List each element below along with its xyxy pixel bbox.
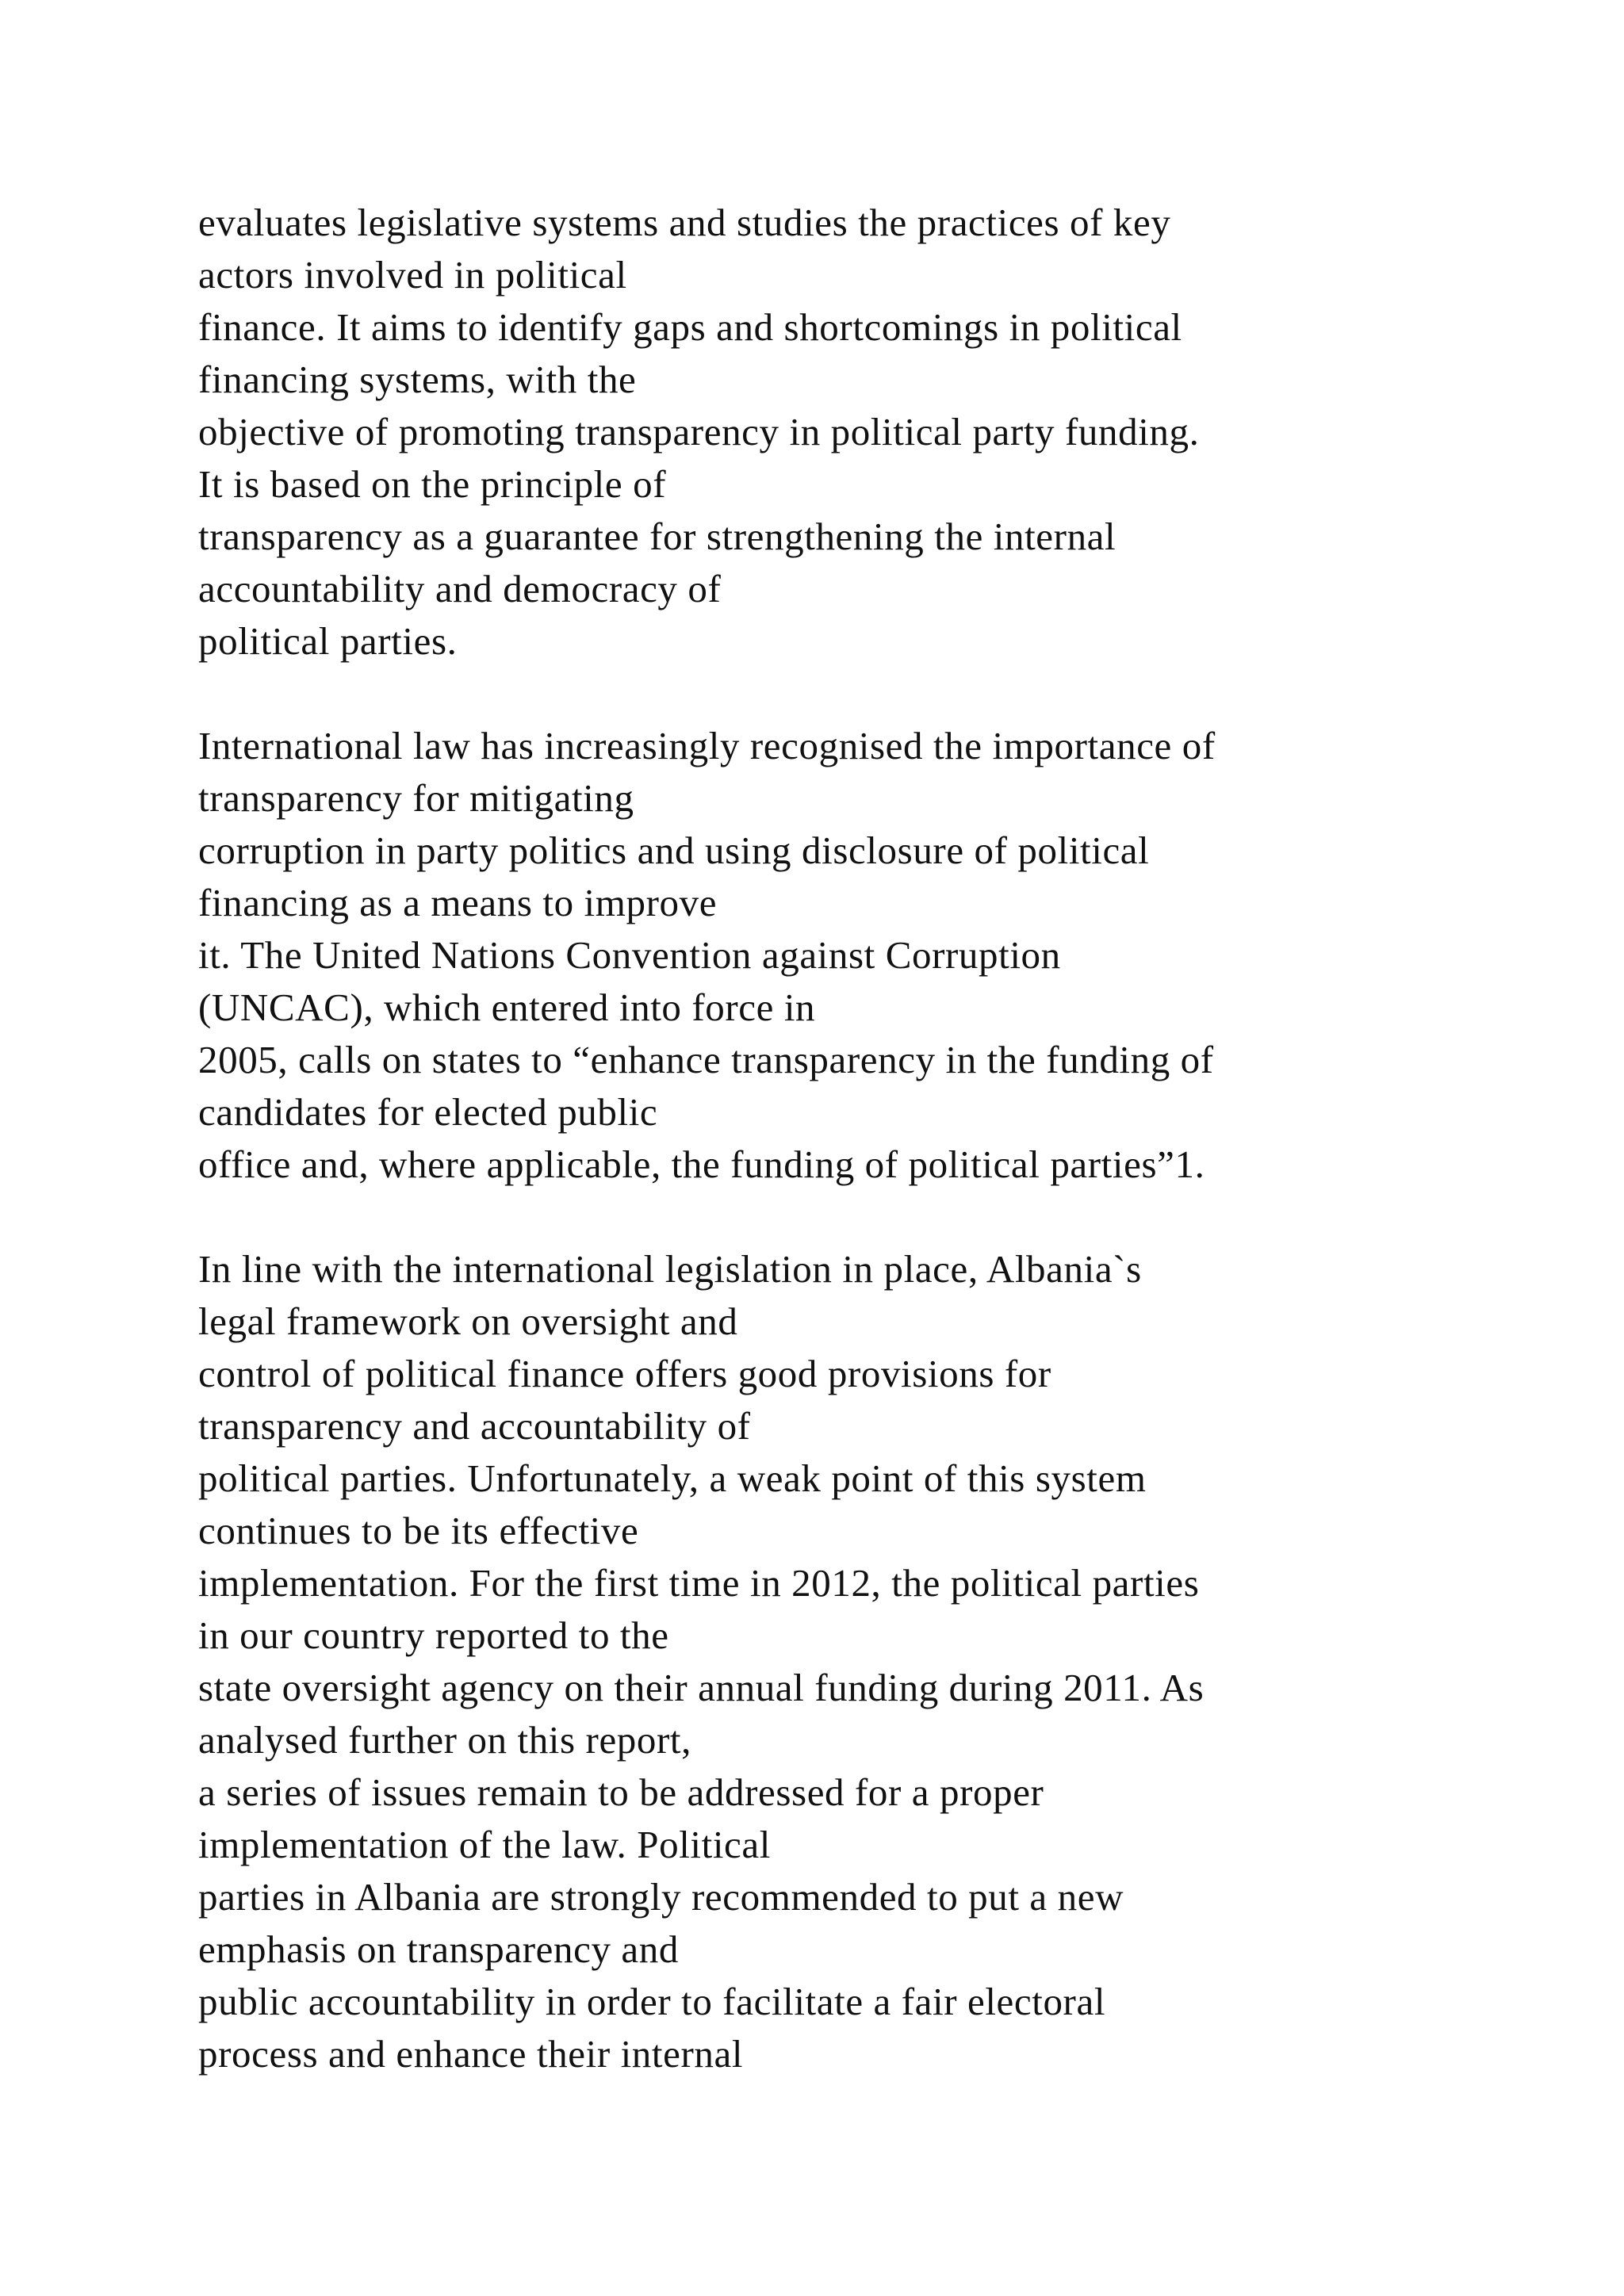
text-line: public accountability in order to facilitate a fair electoral (198, 1980, 1106, 2023)
text-line: it. The United Nations Convention against Corruption (198, 933, 1061, 977)
text-line: candidates for elected public (198, 1090, 658, 1134)
text-line: office and, where applicable, the funding of political parties”1. (198, 1142, 1205, 1186)
text-line: transparency and accountability of (198, 1404, 751, 1448)
paragraph-gap (198, 668, 1610, 720)
text-line: continues to be its effective (198, 1509, 639, 1552)
text-line: emphasis on transparency and (198, 1927, 679, 1971)
text-line: finance. It aims to identify gaps and shortcomings in political (198, 305, 1182, 349)
text-line: financing systems, with the (198, 358, 637, 401)
text-line: financing as a means to improve (198, 881, 718, 924)
text-line: 2005, calls on states to “enhance transparency in the funding of (198, 1038, 1214, 1081)
text-line: objective of promoting transparency in political party funding. (198, 410, 1200, 453)
document-body (198, 197, 1610, 2080)
paragraph-gap (198, 1191, 1610, 1243)
text-line: transparency for mitigating (198, 776, 634, 820)
text-line: implementation of the law. Political (198, 1823, 771, 1866)
text-line: political parties. (198, 619, 458, 663)
text-line: analysed further on this report, (198, 1718, 691, 1762)
paragraph (198, 197, 1610, 668)
text-line: evaluates legislative systems and studies the practices of key (198, 201, 1171, 244)
text-line: a series of issues remain to be addressed for a proper (198, 1770, 1044, 1814)
text-line: parties in Albania are strongly recommended to put a new (198, 1875, 1124, 1919)
text-line: legal framework on oversight and (198, 1299, 738, 1343)
text-line: transparency as a guarantee for strengthening the internal (198, 515, 1116, 558)
text-line: (UNCAC), which entered into force in (198, 985, 816, 1029)
text-line: It is based on the principle of (198, 462, 667, 506)
text-line: in our country reported to the (198, 1613, 669, 1657)
text-line: political parties. Unfortunately, a weak point of this system (198, 1456, 1147, 1500)
text-line: implementation. For the first time in 2012, the political parties (198, 1561, 1200, 1605)
text-line: accountability and democracy of (198, 567, 722, 610)
text-line: International law has increasingly recognised the importance of (198, 724, 1216, 767)
text-line: actors involved in political (198, 253, 627, 297)
text-line: state oversight agency on their annual funding during 2011. As (198, 1666, 1205, 1709)
text-line: corruption in party politics and using disclosure of political (198, 828, 1150, 872)
text-line: In line with the international legislation in place, Albania`s (198, 1247, 1142, 1291)
paragraph (198, 1243, 1610, 2080)
paragraph (198, 720, 1610, 1191)
text-line: control of political finance offers good provisions for (198, 1352, 1051, 1395)
text-line: process and enhance their internal (198, 2032, 744, 2076)
